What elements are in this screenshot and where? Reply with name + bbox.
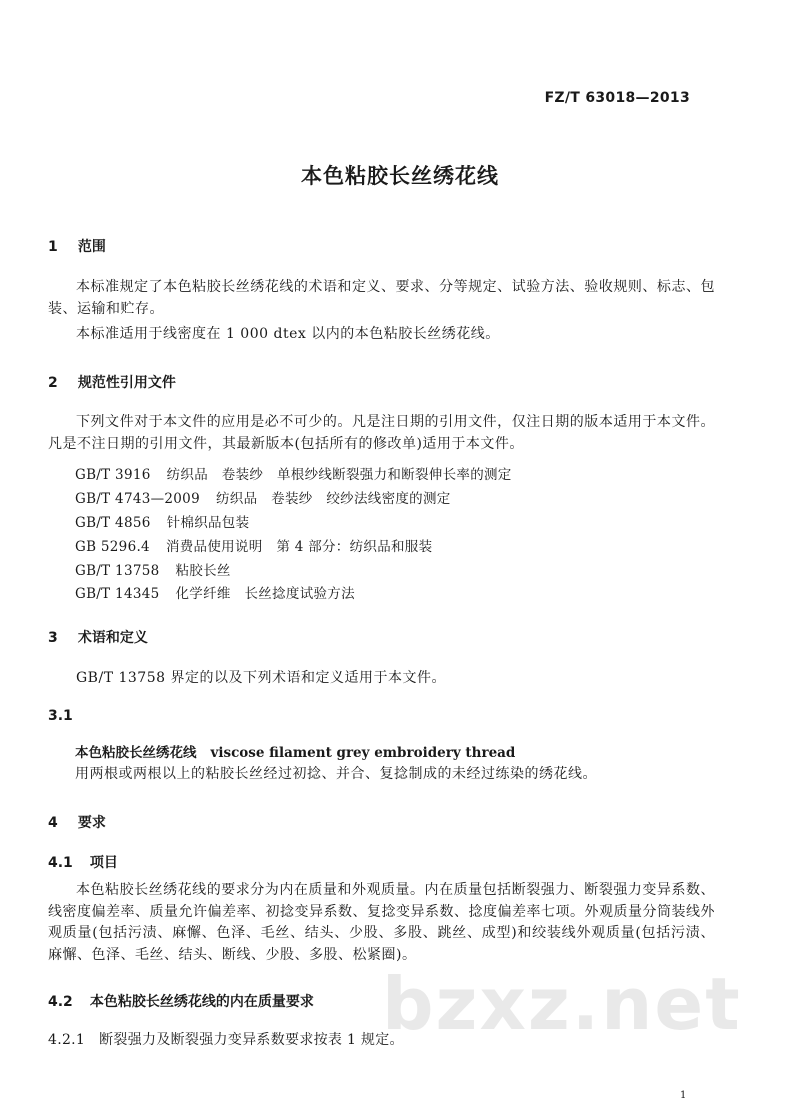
- term-english: viscose filament grey embroidery thread: [210, 745, 516, 761]
- term-chinese: 本色粘胶长丝绣花线: [75, 745, 197, 761]
- reference-item: [75, 463, 512, 483]
- section-title: 范围: [77, 239, 106, 255]
- term-definition: 用两根或两根以上的粘胶长丝经过初捻、并合、复捻制成的未经过练染的绣花线。: [75, 766, 597, 782]
- reference-title: 纺织品 卷装纱 绞纱法线密度的测定: [215, 491, 451, 507]
- reference-title: 化学纤维 长丝捻度试验方法: [175, 586, 355, 602]
- reference-code: GB/T 4856: [75, 515, 151, 531]
- section-number: 4: [48, 815, 58, 831]
- subsection-4-1-paragraph: 本色粘胶长丝绣花线的要求分为内在质量和外观质量。内在质量包括断裂强力、断裂强力变异系数、线密度偏差率、质量允许偏差率、初捻变异系数、复捻变异系数、捻度偏差率七项。外观质量分筒装线外观质量(包括污渍、麻懈、色泽、毛丝、结头、少股、多股、跳丝、成型)和绞装线外观质量(包括污渍、麻懈、色泽、毛丝、结头、断线、少股、多股、松紧圈)。: [48, 882, 715, 963]
- subsection-3-1-heading: [48, 708, 73, 724]
- section-2-heading: [48, 372, 176, 392]
- section-2-intro: 下列文件对于本文件的应用是必不可少的。凡是注日期的引用文件，仅注日期的版本适用于本文件。凡是不注日期的引用文件，其最新版本(包括所有的修改单)适用于本文件。: [48, 414, 715, 452]
- reference-code: GB/T 3916: [75, 467, 151, 483]
- subsection-number: 4.2: [48, 994, 73, 1010]
- subsection-4-1-heading: [48, 852, 118, 872]
- section-title: 要求: [77, 815, 106, 831]
- subsection-title: 项目: [89, 855, 118, 871]
- section-3-intro: GB/T 13758 界定的以及下列术语和定义适用于本文件。: [76, 670, 446, 686]
- standard-number: FZ/T 63018—2013: [544, 90, 690, 106]
- page-number: 1: [680, 1090, 687, 1101]
- reference-code: GB/T 14345: [75, 586, 160, 602]
- reference-code: GB/T 13758: [75, 563, 160, 579]
- document-title: 本色粘胶长丝绣花线: [301, 164, 499, 188]
- section-3-heading: [48, 627, 148, 647]
- reference-title: 粘胶长丝: [175, 563, 231, 579]
- subsection-number: 3.1: [48, 708, 73, 724]
- subsection-title: 本色粘胶长丝绣花线的内在质量要求: [89, 994, 314, 1010]
- reference-title: 消费品使用说明 第 4 部分：纺织品和服装: [165, 539, 433, 555]
- section-1-paragraph-1: 本标准规定了本色粘胶长丝绣花线的术语和定义、要求、分等规定、试验方法、验收规则、标志、包装、运输和贮存。: [48, 279, 715, 317]
- reference-title: 针棉织品包装: [166, 515, 250, 531]
- section-4-heading: [48, 812, 106, 832]
- subsection-number: 4.1: [48, 855, 73, 871]
- section-title: 规范性引用文件: [77, 375, 176, 391]
- reference-item: [75, 535, 432, 555]
- reference-item: [75, 582, 355, 602]
- reference-item: [75, 487, 451, 507]
- subsection-text: 断裂强力及断裂强力变异系数要求按表 1 规定。: [99, 1032, 404, 1048]
- reference-code: GB/T 4743—2009: [75, 491, 200, 507]
- watermark-logo: bzxz.net: [382, 962, 742, 1046]
- reference-title: 纺织品 卷装纱 单根纱线断裂强力和断裂伸长率的测定: [166, 467, 512, 483]
- section-title: 术语和定义: [77, 630, 148, 646]
- subsection-4-2-1: [48, 1029, 404, 1049]
- reference-item: [75, 559, 231, 579]
- reference-code: GB 5296.4: [75, 539, 150, 555]
- section-1-paragraph-2: 本标准适用于线密度在 1 000 dtex 以内的本色粘胶长丝绣花线。: [76, 326, 500, 342]
- section-number: 3: [48, 630, 58, 646]
- section-number: 1: [48, 239, 58, 255]
- subsection-4-2-heading: [48, 991, 314, 1011]
- subsection-number: 4.2.1: [48, 1032, 86, 1048]
- section-number: 2: [48, 375, 58, 391]
- section-1-heading: [48, 236, 106, 256]
- reference-item: [75, 511, 249, 531]
- term-entry: [75, 741, 515, 761]
